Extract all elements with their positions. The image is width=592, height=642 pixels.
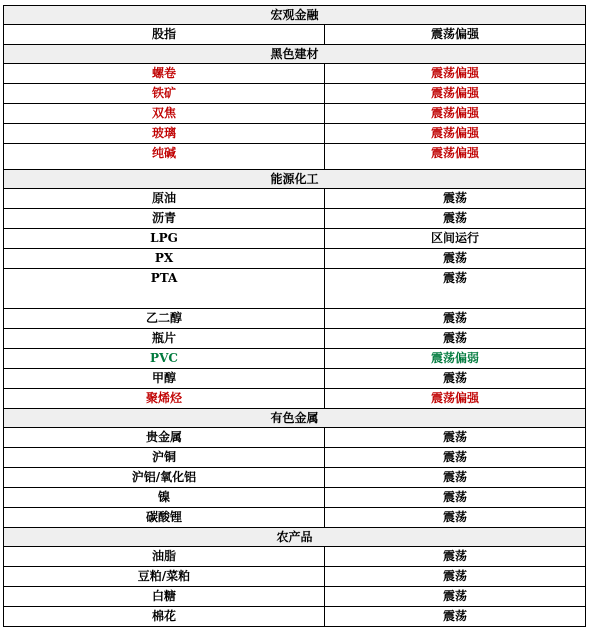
outlook-value: 震荡偏强 bbox=[325, 104, 586, 124]
commodity-name: PX bbox=[4, 249, 325, 269]
outlook-value: 震荡偏强 bbox=[325, 25, 586, 45]
table-row bbox=[4, 269, 586, 309]
commodity-name: 玻璃 bbox=[4, 124, 325, 144]
table-row bbox=[4, 369, 586, 389]
commodity-name: 棉花 bbox=[4, 607, 325, 627]
commodity-name: 碳酸锂 bbox=[4, 508, 325, 528]
outlook-value: 震荡 bbox=[325, 547, 586, 567]
table-row bbox=[4, 448, 586, 468]
commodity-name: 镍 bbox=[4, 488, 325, 508]
section-header-row bbox=[4, 409, 586, 428]
commodity-name: 乙二醇 bbox=[4, 309, 325, 329]
commodity-name: 螺卷 bbox=[4, 64, 325, 84]
section-header-row bbox=[4, 6, 586, 25]
section-title: 有色金属 bbox=[4, 409, 586, 428]
outlook-value: 区间运行 bbox=[325, 229, 586, 249]
section-header-row bbox=[4, 170, 586, 189]
commodity-name: 油脂 bbox=[4, 547, 325, 567]
outlook-value: 震荡偏强 bbox=[325, 144, 586, 170]
outlook-value: 震荡 bbox=[325, 567, 586, 587]
table-row bbox=[4, 468, 586, 488]
section-header-row bbox=[4, 45, 586, 64]
commodity-name: 双焦 bbox=[4, 104, 325, 124]
outlook-value: 震荡偏强 bbox=[325, 64, 586, 84]
outlook-value: 震荡 bbox=[325, 607, 586, 627]
outlook-value: 震荡 bbox=[325, 209, 586, 229]
commodity-name: 沥青 bbox=[4, 209, 325, 229]
table-row bbox=[4, 189, 586, 209]
table-row bbox=[4, 309, 586, 329]
table-row bbox=[4, 607, 586, 627]
commodity-name: PTA bbox=[4, 269, 325, 309]
table-row bbox=[4, 64, 586, 84]
outlook-value: 震荡 bbox=[325, 508, 586, 528]
commodity-name: 原油 bbox=[4, 189, 325, 209]
commodity-name: 股指 bbox=[4, 25, 325, 45]
outlook-value: 震荡偏弱 bbox=[325, 349, 586, 369]
commodity-name: 贵金属 bbox=[4, 428, 325, 448]
outlook-value: 震荡 bbox=[325, 249, 586, 269]
table-row bbox=[4, 124, 586, 144]
table-row bbox=[4, 567, 586, 587]
outlook-value: 震荡 bbox=[325, 448, 586, 468]
section-title: 能源化工 bbox=[4, 170, 586, 189]
table-row bbox=[4, 389, 586, 409]
outlook-value: 震荡 bbox=[325, 369, 586, 389]
commodity-name: 白糖 bbox=[4, 587, 325, 607]
table-row bbox=[4, 488, 586, 508]
commodity-name: 聚烯烃 bbox=[4, 389, 325, 409]
table-row bbox=[4, 144, 586, 170]
commodity-name: 沪铜 bbox=[4, 448, 325, 468]
table-row bbox=[4, 428, 586, 448]
section-header-row bbox=[4, 528, 586, 547]
table-row bbox=[4, 209, 586, 229]
section-title: 黑色建材 bbox=[4, 45, 586, 64]
outlook-value: 震荡 bbox=[325, 488, 586, 508]
commodity-name: PVC bbox=[4, 349, 325, 369]
outlook-value: 震荡 bbox=[325, 468, 586, 488]
outlook-value: 震荡 bbox=[325, 269, 586, 309]
table-row bbox=[4, 229, 586, 249]
outlook-value: 震荡 bbox=[325, 428, 586, 448]
table-row bbox=[4, 249, 586, 269]
outlook-value: 震荡偏强 bbox=[325, 389, 586, 409]
outlook-value: 震荡 bbox=[325, 587, 586, 607]
table-row bbox=[4, 84, 586, 104]
table-row bbox=[4, 547, 586, 567]
outlook-value: 震荡偏强 bbox=[325, 124, 586, 144]
commodity-name: 沪铝/氧化铝 bbox=[4, 468, 325, 488]
table-row bbox=[4, 104, 586, 124]
commodity-name: 豆粕/菜粕 bbox=[4, 567, 325, 587]
table-row bbox=[4, 329, 586, 349]
outlook-value: 震荡 bbox=[325, 329, 586, 349]
section-title: 农产品 bbox=[4, 528, 586, 547]
table-body bbox=[4, 6, 586, 627]
outlook-value: 震荡 bbox=[325, 189, 586, 209]
table-row bbox=[4, 587, 586, 607]
market-outlook-table bbox=[3, 5, 586, 627]
commodity-name: 甲醇 bbox=[4, 369, 325, 389]
table-row bbox=[4, 508, 586, 528]
commodity-name: LPG bbox=[4, 229, 325, 249]
table-row bbox=[4, 25, 586, 45]
outlook-value: 震荡偏强 bbox=[325, 84, 586, 104]
section-title: 宏观金融 bbox=[4, 6, 586, 25]
outlook-value: 震荡 bbox=[325, 309, 586, 329]
table-row bbox=[4, 349, 586, 369]
commodity-name: 纯碱 bbox=[4, 144, 325, 170]
commodity-name: 铁矿 bbox=[4, 84, 325, 104]
commodity-name: 瓶片 bbox=[4, 329, 325, 349]
